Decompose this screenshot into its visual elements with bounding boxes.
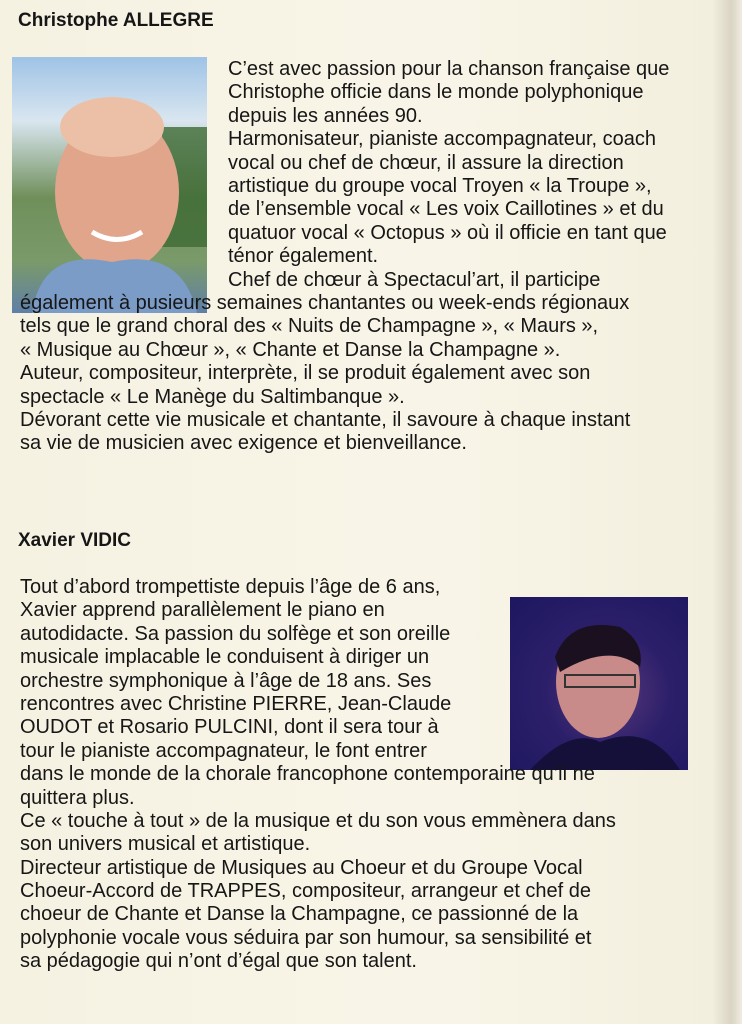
text-line: tels que le grand choral des « Nuits de Champagne », « Maurs », (20, 315, 599, 338)
text-line: Tout d’abord trompettiste depuis l’âge de 6 ans, (20, 576, 441, 598)
text-line: vocal ou chef de chœur, il assure la direction (228, 151, 624, 174)
text-line: Harmonisateur, pianiste accompagnateur, coach (228, 128, 657, 151)
text-line: ténor également. (228, 245, 379, 268)
text-line: autodidacte. Sa passion du solfège et son oreille (20, 622, 451, 645)
bio-title-xavier: Xavier VIDIC (18, 530, 131, 551)
text-line: musicale implacable le conduisent à diriger un (20, 646, 430, 669)
text-line: dans le monde de la chorale francophone contemporaine qu’il ne (20, 763, 595, 786)
text-line: quittera plus. (20, 786, 135, 809)
text-line: C’est avec passion pour la chanson française que (228, 58, 670, 80)
text-line: Christophe officie dans le monde polyphonique (228, 81, 644, 104)
text-line: quatuor vocal « Octopus » où il officie en tant que (228, 221, 667, 244)
text-line: de l’ensemble vocal « Les voix Caillotines » et du (228, 198, 664, 221)
text-line: artistique du groupe vocal Troyen « la Troupe », (228, 174, 652, 197)
text-line: Choeur-Accord de TRAPPES, compositeur, arrangeur et chef de (20, 880, 592, 903)
text-line: rencontres avec Christine PIERRE, Jean-Claude (20, 692, 452, 715)
text-line: également à pusieurs semaines chantantes ou week-ends régionaux (20, 292, 630, 314)
bio-text-christophe-intro (228, 58, 669, 292)
text-line: sa pédagogie qui n’ont d’égal que son talent. (20, 950, 417, 973)
text-line: orchestre symphonique à l’âge de 18 ans. Ses (20, 669, 432, 692)
text-line: Dévorant cette vie musicale et chantante, il savoure à chaque instant (20, 408, 631, 431)
text-line: Xavier apprend parallèlement le piano en (20, 599, 385, 622)
text-line: spectacle « Le Manège du Saltimbanque ». (20, 385, 405, 408)
text-line: « Musique au Chœur », « Chante et Danse la Champagne ». (20, 338, 561, 361)
bio-text-christophe-rest (20, 292, 630, 456)
text-line: Ce « touche à tout » de la musique et du son vous emmènera dans (20, 809, 616, 832)
text-line: polyphonie vocale vous séduira par son humour, sa sensibilité et (20, 926, 592, 949)
bio-title-christophe: Christophe ALLEGRE (18, 10, 214, 31)
text-line: Directeur artistique de Musiques au Choeur et du Groupe Vocal (20, 856, 583, 879)
text-line: Auteur, compositeur, interprète, il se produit également avec son (20, 362, 591, 385)
text-line: son univers musical et artistique. (20, 833, 311, 856)
text-line: choeur de Chante et Danse la Champagne, ce passionné de la (20, 903, 579, 926)
text-line: OUDOT et Rosario PULCINI, dont il sera tour à (20, 716, 439, 739)
portrait-christophe (12, 57, 207, 313)
bio-text-xavier (20, 576, 616, 974)
text-line: Chef de chœur à Spectacul’art, il participe (228, 268, 601, 291)
text-line: depuis les années 90. (228, 104, 423, 127)
text-line: tour le pianiste accompagnateur, le font entrer (20, 739, 427, 762)
text-line: sa vie de musicien avec exigence et bienveillance. (20, 432, 467, 455)
